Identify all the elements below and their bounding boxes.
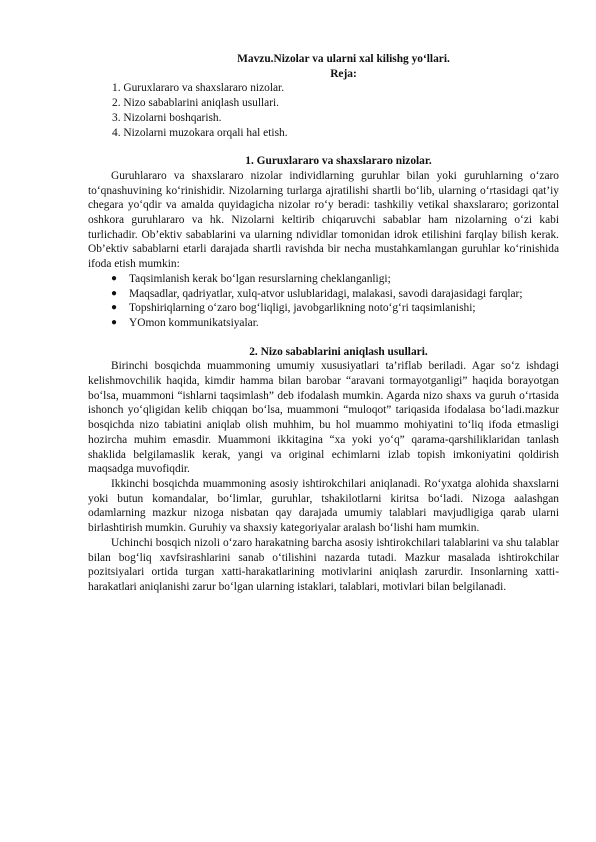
plan-item: 3. Nizolarni boshqarish. — [112, 111, 222, 124]
section-2-paragraph: Ikkinchi bosqichda muammoning asosiy ishtirokchilari aniqlanadi. Ro‘yxatga alohida shaxslarni yoki butun komandalar, bo‘limlar, guruhlar, tshakilotlarni kiritsa bo‘ladi. Nizoga aalashgan odamlarning mazkur nizoga nisbatan qay darajada umumiy talablari mavjudligiga qarab ularni birlashtirish mumkin. Guruhiy va shaxsiy kategoriyalar aralash bo‘lishi ham mumkin. — [88, 477, 559, 535]
bullet-item — [88, 301, 559, 316]
document-page — [88, 52, 559, 595]
bullet-item — [88, 287, 559, 302]
plan-item: 2. Nizo sabablarini aniqlash usullari. — [112, 97, 280, 110]
spacer — [88, 331, 559, 345]
bullet-item — [88, 316, 559, 331]
section-2-heading: 2. Nizo sabablarini aniqlash usullari. — [249, 345, 428, 358]
section-2-paragraph: Birinchi bosqichda muammoning umumiy xususiyatlari ta’riflab beriladi. Agar so‘z ishdagi kelishmovchilik haqida, kimdir hamma bilan barobar “aravani tormayotganligi” haqida borayotgan bo‘lsa, muammoni “ishlarni taqsimlash” deb ifodalash mumkin. Agarda nizo shaxs va guruh o‘rtasida ishonch yo‘qligidan kelib chiqqan bo‘lsa, muammoni “muloqot” tariqasida ifodalasa bo‘ladi.mazkur bosqichda nizo tabiatini aniqlab olish muhhim, bu hol muammo mohiyatini to‘liq ifoda etmasligi hozircha muhim emasdir. Muammoni ikkitagina “xa yoki yo‘q” qarama-qarshiliklaridan tanlash shaklida belgilamaslik kerak, yangi va original echimlarni izlab topish imkoniyatini qoldirish maqsadga muvofiqdir. — [88, 360, 559, 476]
plan-heading: Reja: — [330, 67, 357, 80]
bullet-item — [88, 272, 559, 287]
bullet-text: Topshiriqlarning o‘zaro bog‘liqligi, javobgarlikning noto‘g‘ri taqsimlanishi; — [129, 302, 476, 315]
section-1-paragraph: Guruhlararo va shaxslararo nizolar individlarning guruhlar bilan yoki guruhlarning o‘zaro to‘qnashuvining ko‘rinishidir. Nizolarning turlarga ajratilishi shartli bo‘lib, ularning o‘rtasidagi qat’iy chegara yo‘qdir va amalda quyidagicha nizolar ro‘y beradi: tashkiliy vetikal shaxslararo; gorizontal oshkora guruhlararo va hk. Nizolarni keltirib chiqaruvchi sabablar ham nizolarning o‘zi kabi turlichadir. Ob’ektiv sabablarini va ularning ndividlar tomonidan idrok etilishini farqlay bilish kerak. Ob’ektiv sabablarni etarli darajada shartli ravishda bir necha mustahkamlangan guruhlar ko‘rinishida ifoda etish mumkin: — [88, 169, 559, 271]
section-2-paragraph: Uchinchi bosqich nizoli o‘zaro harakatning barcha asosiy ishtirokchilari talablarini va shu talablar bilan bog‘liq xavfsirashlarini sanab o‘tilishini nazarda tutadi. Mazkur masalada ishtirokchilar pozitsiyalari ortida turgan xatti-harakatlarining motivlarini aniqlash zarurdir. Insonlarning xatti-harakatlari aniqlanishi zarur bo‘lgan ularning istaklari, talablari, motivlari bilan belgilanadi. — [88, 536, 559, 593]
plan-list — [88, 81, 559, 140]
plan-item: 4. Nizolarni muzokara orqali hal etish. — [112, 126, 288, 139]
bullet-dot-icon: ● — [111, 272, 118, 284]
section-1-heading: 1. Guruxlararo va shaxslararo nizolar. — [245, 155, 432, 168]
spacer — [88, 140, 559, 154]
bullet-dot-icon: ● — [111, 316, 118, 328]
bullet-dot-icon: ● — [111, 302, 118, 314]
plan-item: 1. Guruxlararo va shaxslararo nizolar. — [112, 82, 285, 95]
bullet-text: Taqsimlanish kerak bo‘lgan resurslarning cheklanganligi; — [129, 272, 391, 285]
bullet-text: YOmon kommunikatsiyalar. — [129, 316, 259, 329]
bullet-text: Maqsadlar, qadriyatlar, xulq-atvor uslublaridagi, malakasi, savodi darajasidagi farqlar; — [129, 287, 523, 300]
document-title: Mavzu.Nizolar va ularni xal kilishg yo‘llari. — [237, 53, 450, 65]
bullet-dot-icon: ● — [111, 287, 118, 299]
